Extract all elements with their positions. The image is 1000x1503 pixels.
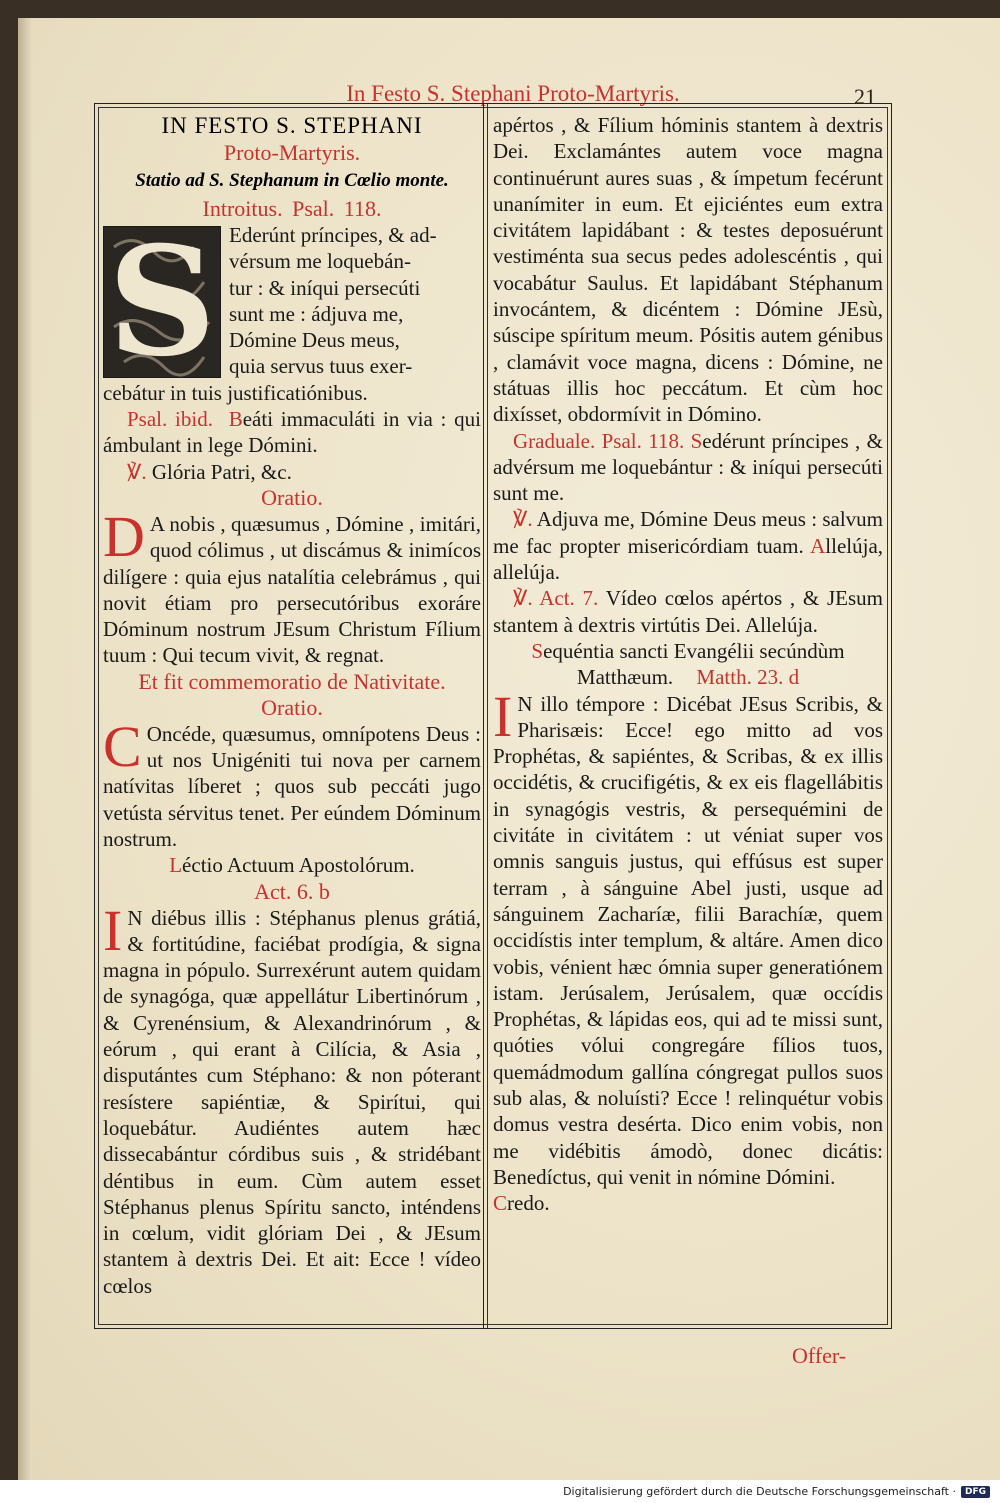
feast-title: IN FESTO S. STEPHANI [161,113,423,138]
alleluia-text: llelúja, allelúja. [493,533,884,585]
psalm-label: Psal. ibid. [127,407,213,432]
psalm-text: eáti immaculáti in via : qui ámbulant in lege Dómini. [103,407,481,458]
lectio-heading [103,852,481,878]
sequentia-heading [493,638,883,664]
graduale-text: edérunt príncipes , & advérsum me loquebántur : & iníqui persecúti sunt me. [493,428,883,506]
lectio-reference: Act. 6. b [254,878,330,904]
page-number: 21 [854,84,876,109]
text-frame [94,103,892,1329]
oratio-heading: Oratio. [261,484,323,510]
credo-text: redo. [507,1191,550,1216]
sequentia-line-2 [493,664,883,690]
introit-line: sunt me : ádjuva me, [229,301,404,326]
statio-line: Statio ad S. Stephanum in Cœlio monte. [135,170,449,191]
lectio-initial: L [169,853,183,878]
alleluia-initial: A [810,533,826,558]
sequentia-name: Matthæum. [576,665,674,690]
sequentia-initial: S [531,638,544,663]
oratio-initial-2: C [103,713,142,779]
psalm-verse [103,406,481,459]
feast-subtitle: Proto-Martyris. [223,140,361,165]
versicle-1 [493,506,883,585]
gospel-drop-initial: I [493,683,513,749]
commemoratio-heading: Et fit commemoratio de Nativitate. [138,668,446,694]
versicle-2-text: Vídeo cœlos apértos , & JEsum stantem à dextris virtútis Dei. Allelúja. [493,586,884,637]
graduale-label: Graduale. Psal. 118. [513,428,685,453]
left-column [103,112,481,1299]
versicle-icon: ℣. [513,507,533,532]
introit-line: Dómine Deus meus, [229,328,400,353]
graduale-initial: S [690,428,703,453]
oratio-initial: D [103,503,145,569]
introit-line: vérsum me loquebán- [229,249,411,274]
introit-line: tur : & iníqui persecúti [229,275,421,300]
lectio-text: N diébus illis : Stéphanus plenus grátiá, & fortitúdine, faciébat prodígia, & signa magna in pópulo. Surrexérunt autem quidam de synagóga, quæ appellátur Libertinórum , & Cyrenénsium, & Alexandrinórum , & eórum , qui erant à Cilícia, & Asia , disputántes cum Stéphano: & non póterant resístere sapiéntiæ, & Spirítui, qui loquebátur. Audiéntes autem hæc dissecabántur córdibus suis , & stridébant déntibus in eum. Cùm autem esset Stéphanus plenus Spíritu sancto, inténdens in cœlum, vidit glóriam Dei , & JEsum stantem à dextris Dei. Et ait: Ecce ! vídeo cœlos [103,905,481,1298]
oratio-prayer-2 [103,713,481,852]
gospel-text: N illo témpore : Dicébat JEsus Scribis, & Pharisæis: Ecce! ego mitto ad vos Prophétas, & sapiéntes, & Scribas, & ex illis occidétis, & crucifigétis, & ex eis flagellábitis in synagógis vestris, & persequémini de civitáte in civitátem : ut véniat super vos omnis sanguis justus, qui effúsus est super terram , à sánguine Abel justi, usque ad sánguinem Zacharíæ, filii Barachíæ, quem occidístis inter templum, & altáre. Amen dico vobis, vénient hæc ómnia super generatiónem istam. Jerúsalem, Jerúsalem, quæ occídis Prophétas, & lápidas eos, qui ad te missi sunt, quóties vólui congregáre fílios tuos, quemádmodum gallína cóngregat pullos suos sub alas, & noluísti? Ecce ! relinquétur vobis domus vestra desérta. Dico enim vobis, non me vidébitis ámodò, donec dicátis: Benedíctus, qui venit in nómine Dómini. [493,691,883,1189]
lectio-body [103,897,481,1299]
credo-initial: C [493,1191,508,1216]
lectio-continuation: apértos , & Fílium hóminis stantem à dextris Dei. Exclamántes autem voce magna continuérunt aures suas , & ímpetum fecérunt unanímiter in eum. Et ejiciéntes eum extra civitátem lapidábant : & testes deposuérunt vestiménta sua secus pedes adolescéntis , qui vocabátur Saulus. Et lapidábant Stéphanum invocántem, & dicéntem : Dómine JEsù, súscipe spíritum meum. Pósitis autem génibus , clamávit voce magna, dicens : Dómine, ne státuas illis hoc peccátum. Et cùm hoc dixísset, obdormívit in Dómino. [493,113,883,427]
introit-line: quia servus tuus exer- [229,354,413,379]
dfg-logo-icon: DFG [961,1486,990,1498]
running-head: In Festo S. Stephani Proto-Martyris. [346,81,680,106]
catchword: Offer- [792,1343,847,1368]
ornamental-initial [103,226,221,378]
gloria-verse [103,459,481,485]
footer-bar [0,1480,1000,1503]
graduale [493,428,883,507]
oratio-heading-2: Oratio. [261,694,323,720]
column-divider [483,104,484,1328]
versicle-icon: ℣. [513,586,533,611]
oratio-text-2: Oncéde, quæsumus, omnípotens Deus : ut nos Unigéniti tui nova per carnem natívitas líberet ; quos sub peccáti jugo vetústa sérvitus tenet. Per eúndem Dóminum nostrum. [103,721,481,851]
sequentia-reference: Matth. 23. d [696,665,800,690]
versicle-icon: ℣. [127,459,147,484]
footer-text: Digitalisierung gefördert durch die Deutsche Forschungsgemeinschaft · [563,1485,956,1498]
introitus-heading: Introitus. Psal. 118. [202,196,382,221]
lectio-heading-text: éctio Actuum Apostolórum. [182,853,415,878]
oratio-prayer [103,503,481,669]
introit-line: Ederúnt príncipes, & ad- [229,223,437,247]
oratio-text: A nobis , quæsumus , Dómine , imitári, quod cólimus , ut discámus & inimícos dilígere : quia ejus natalítia celebrámus , qui novit étiam pro persecutóribus exoráre Dóminum nostrum JEsum Christum Fílium tuum : Qui tecum vivit, & regnat. [103,511,481,668]
sequentia-text: equéntia sancti Evangélii secúndùm [543,638,845,663]
lectio-drop-initial: I [103,897,123,963]
versicle-1-text: Adjuva me, Dómine Deus meus : salvum me fac propter misericórdiam tuam. [493,507,883,558]
introit-tail: cebátur in tuis justificatiónibus. [103,380,368,405]
versicle-2 [493,585,883,638]
ornamental-initial-letter: S [107,226,217,378]
right-column [493,112,883,1216]
gospel-body [493,683,883,1191]
credo [493,1190,883,1216]
psalm-initial: B [228,407,243,432]
versicle-2-ref: Act. 7. [539,586,599,611]
gloria-text: Glória Patri, &c. [151,459,292,484]
